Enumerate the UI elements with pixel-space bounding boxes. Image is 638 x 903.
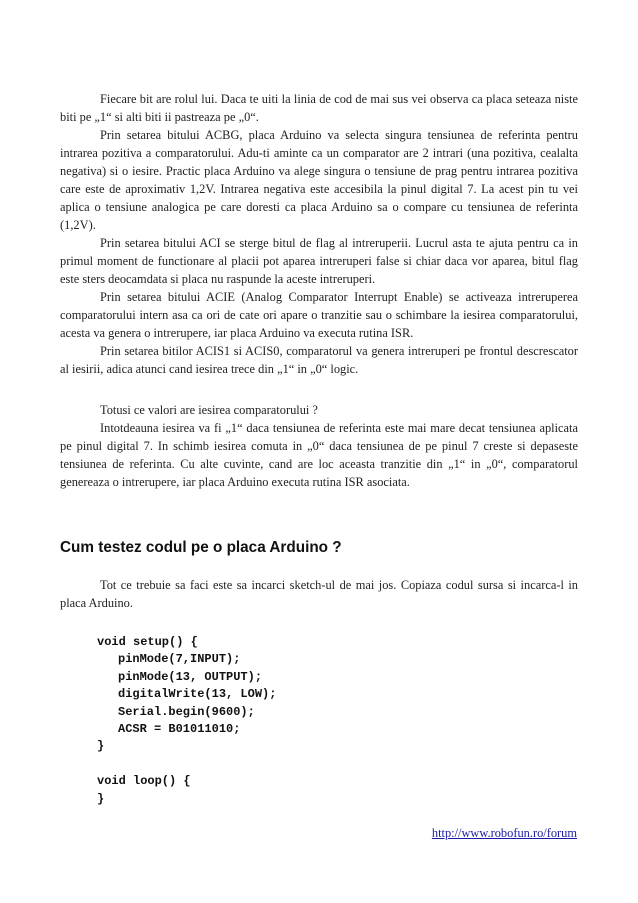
code-line: }	[97, 791, 105, 806]
code-line: ACSR = B01011010;	[118, 722, 241, 737]
paragraph-bits-role: Fiecare bit are rolul lui. Daca te uiti la linia de cod de mai sus vei observa ca placa seteaza niste biti pe „1“ si alti biti ii pastreaza pe „0“.	[60, 92, 578, 124]
code-line: Serial.begin(9600);	[118, 704, 255, 719]
code-blank-line	[97, 756, 578, 773]
spacer	[60, 491, 578, 538]
code-line: pinMode(13, OUTPUT);	[118, 669, 263, 684]
paragraph-acbg: Prin setarea bitului ACBG, placa Arduino va selecta singura tensiunea de referinta pentru intrarea pozitiva a comparatorului. Adu-ti aminte ca un comparator are 2 intrari (una pozitiva, cealalta negativa) si o iesire. Practic placa Arduino va alege singura o tensiune de prag pentru intrarea pozitiva care este de aproximativ 1,2V. Intrarea negativa este accesibila la pinul digital 7. La acest pin tu vei aplica o tensiune analogica pe care doresti ca placa Arduino sa o compare cu tensiunea de referinta (1,2V).	[60, 128, 578, 232]
section-heading: Cum testez codul pe o placa Arduino ?	[60, 539, 342, 556]
spacer	[60, 612, 578, 634]
document-body	[60, 90, 578, 808]
code-block	[97, 634, 578, 808]
code-line: pinMode(7,INPUT);	[118, 652, 241, 667]
code-line: void loop() {	[97, 774, 191, 789]
paragraph-aci: Prin setarea bitului ACI se sterge bitul de flag al intreruperii. Lucrul asta te ajuta pentru ca in primul moment de functionare al placii pot aparea intreruperi false si chiar daca vor aparea, bitul flag este sters deocamdata si placa nu raspunde la aceste intreruperi.	[60, 236, 578, 286]
forum-link[interactable]: http://www.robofun.ro/forum	[431, 826, 577, 840]
code-line: void setup() {	[97, 635, 198, 649]
spacer	[60, 558, 578, 576]
paragraph-instructions: Tot ce trebuie sa faci este sa incarci sketch-ul de mai jos. Copiaza codul sursa si incarca-l in placa Arduino.	[60, 578, 578, 610]
spacer	[60, 378, 578, 401]
code-line: digitalWrite(13, LOW);	[118, 687, 277, 702]
paragraph-acie: Prin setarea bitului ACIE (Analog Comparator Interrupt Enable) se activeaza intreruperea comparatorului intern asa ca ori de cate ori apare o tranzitie sau o schimbare la iesirea comparatorului, acesta va genera o intrerupere, iar placa Arduino va executa rutina ISR.	[60, 290, 578, 340]
paragraph-question: Totusi ce valori are iesirea comparatorului ?	[100, 403, 318, 417]
paragraph-output-values: Intotdeauna iesirea va fi „1“ daca tensiunea de referinta este mai mare decat tensiunea aplicata pe pinul digital 7. In schimb iesirea comuta in „0“ daca tensiunea de pe pinul 7 creste si depaseste tensiunea de referinta. Cu alte cuvinte, cand are loc aceasta tranzitie din „1“ in „0“, comparatorul genereaza o intrerupere, iar placa Arduino executa rutina ISR asociata.	[60, 421, 578, 489]
paragraph-acis: Prin setarea bitilor ACIS1 si ACIS0, comparatorul va genera intreruperi pe frontul descrescator al iesirii, adica atunci cand iesirea trece din „1“ in „0“ logic.	[60, 344, 578, 376]
code-line: }	[97, 739, 105, 754]
